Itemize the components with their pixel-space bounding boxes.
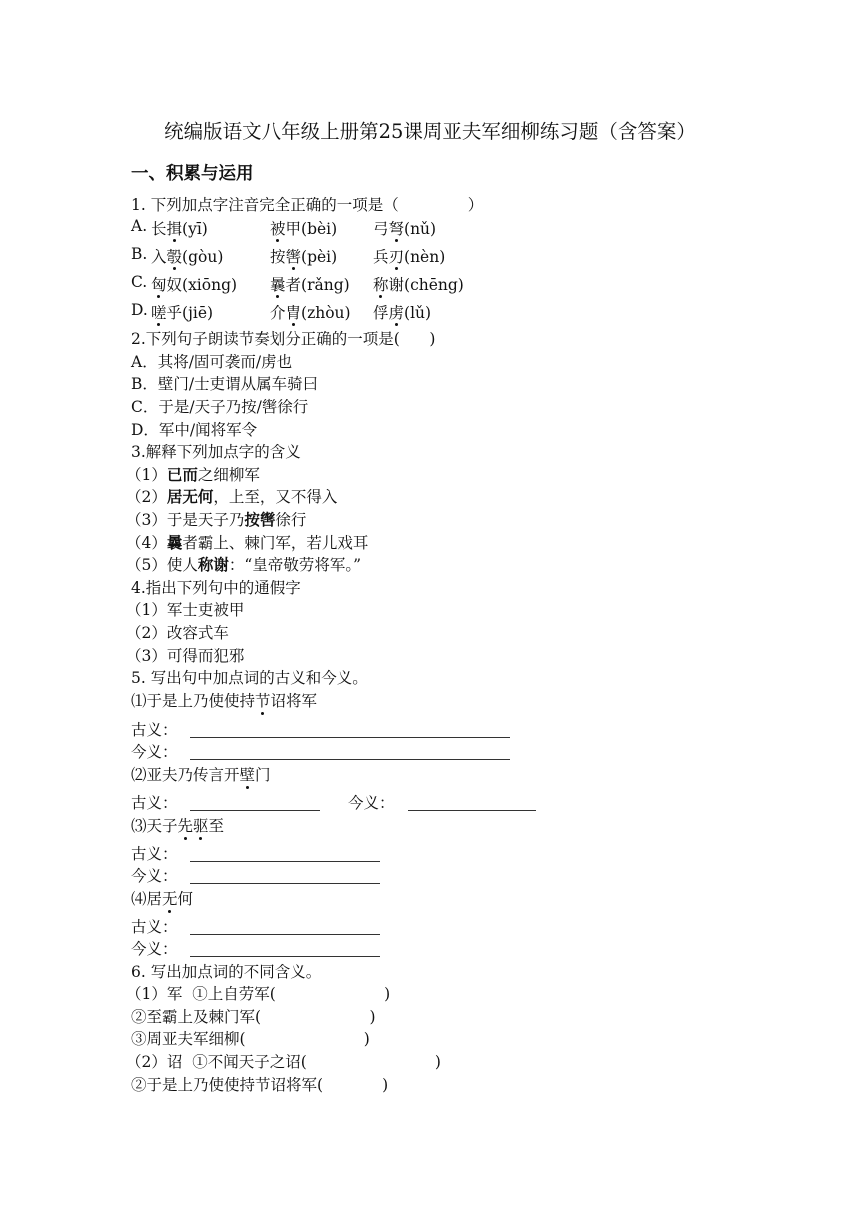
q1-option-term: 被甲(bèi) [270, 217, 337, 239]
q3-item-4: （4）曩者霸上、棘门军，若儿戏耳 [126, 534, 369, 552]
q5-sentence-1: ⑴于是上乃使使持节诏将军 [131, 692, 318, 710]
q2-option-a: A．其将/固可袭而/虏也 [131, 353, 293, 371]
q4-item-2: （2）改容式车 [126, 624, 229, 642]
q6-line-2: ②至霸上及棘门军( ) [131, 1008, 376, 1026]
q1-option-term: 嗟乎(jiē) [151, 301, 213, 323]
q1-stem: 1. 下列加点字注音完全正确的一项是（ ） [131, 196, 484, 214]
q4-stem: 4.指出下列句中的通假字 [131, 579, 301, 597]
q5-2-gu-blank[interactable] [190, 810, 320, 811]
q1-option-term: 称谢(chēng) [373, 273, 464, 295]
q1-option-term: 介胄(zhòu) [270, 301, 351, 323]
q5-4-jin-label: 今义： [131, 940, 178, 958]
q5-1-gu-label: 古义： [131, 721, 178, 739]
q3-item-1: （1）已而之细柳军 [126, 466, 260, 484]
q5-3-jin-blank[interactable] [190, 883, 380, 884]
q1-option-term: 按辔(pèi) [270, 245, 337, 267]
q2-option-b: B．壁门/士吏谓从属车骑曰 [131, 375, 319, 393]
section-heading: 一、积累与运用 [131, 164, 254, 184]
q5-4-gu-blank[interactable] [190, 934, 380, 935]
q5-4-gu-label: 古义： [131, 918, 178, 936]
q3-item-5: （5）使人称谢：“皇帝敬劳将军。” [126, 556, 362, 574]
q2-stem: 2.下列句子朗读节奏划分正确的一项是( ) [131, 330, 436, 348]
q3-item-2: （2）居无何，上至，又不得入 [126, 488, 338, 506]
q3-item-3: （3）于是天子乃按辔徐行 [126, 511, 307, 529]
document-title: 统编版语文八年级上册第25课周亚夫军细柳练习题（含答案） [164, 120, 696, 143]
q5-sentence-3: ⑶天子先驱至 [131, 817, 225, 835]
q3-stem: 3.解释下列加点字的含义 [131, 443, 301, 461]
q5-sentence-2: ⑵亚夫乃传言开壁门 [131, 766, 271, 784]
q2-option-d: D．军中/闻将军令 [131, 421, 258, 439]
q1-option-term: 弓弩(nǔ) [373, 217, 436, 239]
q5-stem: 5. 写出句中加点词的古义和今义。 [131, 669, 368, 687]
q1-option-label: A. [131, 217, 153, 235]
q5-2-gu-label: 古义： [131, 794, 178, 812]
q1-option-term: 曩者(rǎng) [270, 273, 350, 295]
q1-option-term: 俘虏(lǔ) [373, 301, 431, 323]
q5-3-jin-label: 今义： [131, 867, 178, 885]
q5-4-jin-blank[interactable] [190, 956, 380, 957]
q6-line-1: （1）军 ①上自劳军( ) [126, 985, 391, 1003]
q5-2-jin-label: 今义： [348, 794, 395, 812]
q5-3-gu-blank[interactable] [190, 861, 380, 862]
q4-item-3: （3）可得而犯邪 [126, 647, 245, 665]
q5-2-jin-blank[interactable] [408, 810, 536, 811]
q6-line-5: ②于是上乃使使持节诏将军( ) [131, 1076, 389, 1094]
q4-item-1: （1）军士吏被甲 [126, 601, 245, 619]
q1-option-label: C. [131, 273, 153, 291]
q1-option-term: 匈奴(xiōng) [151, 273, 237, 295]
q2-option-c: C．于是/天子乃按/辔徐行 [131, 398, 309, 416]
q5-1-gu-blank[interactable] [190, 737, 510, 738]
q1-option-label: D. [131, 301, 153, 319]
q6-stem: 6. 写出加点词的不同含义。 [131, 963, 322, 981]
q1-option-term: 兵刃(nèn) [373, 245, 445, 267]
q5-3-gu-label: 古义： [131, 845, 178, 863]
q5-sentence-4: ⑷居无何 [131, 890, 194, 908]
q5-1-jin-blank[interactable] [190, 759, 510, 760]
q1-option-term: 长揖(yī) [151, 217, 208, 239]
q1-option-label: B. [131, 245, 153, 263]
q6-line-3: ③周亚夫军细柳( ) [131, 1030, 370, 1048]
q1-option-term: 入彀(gòu) [151, 245, 223, 267]
q5-1-jin-label: 今义： [131, 743, 178, 761]
q6-line-4: （2）诏 ①不闻天子之诏( ) [126, 1053, 441, 1071]
